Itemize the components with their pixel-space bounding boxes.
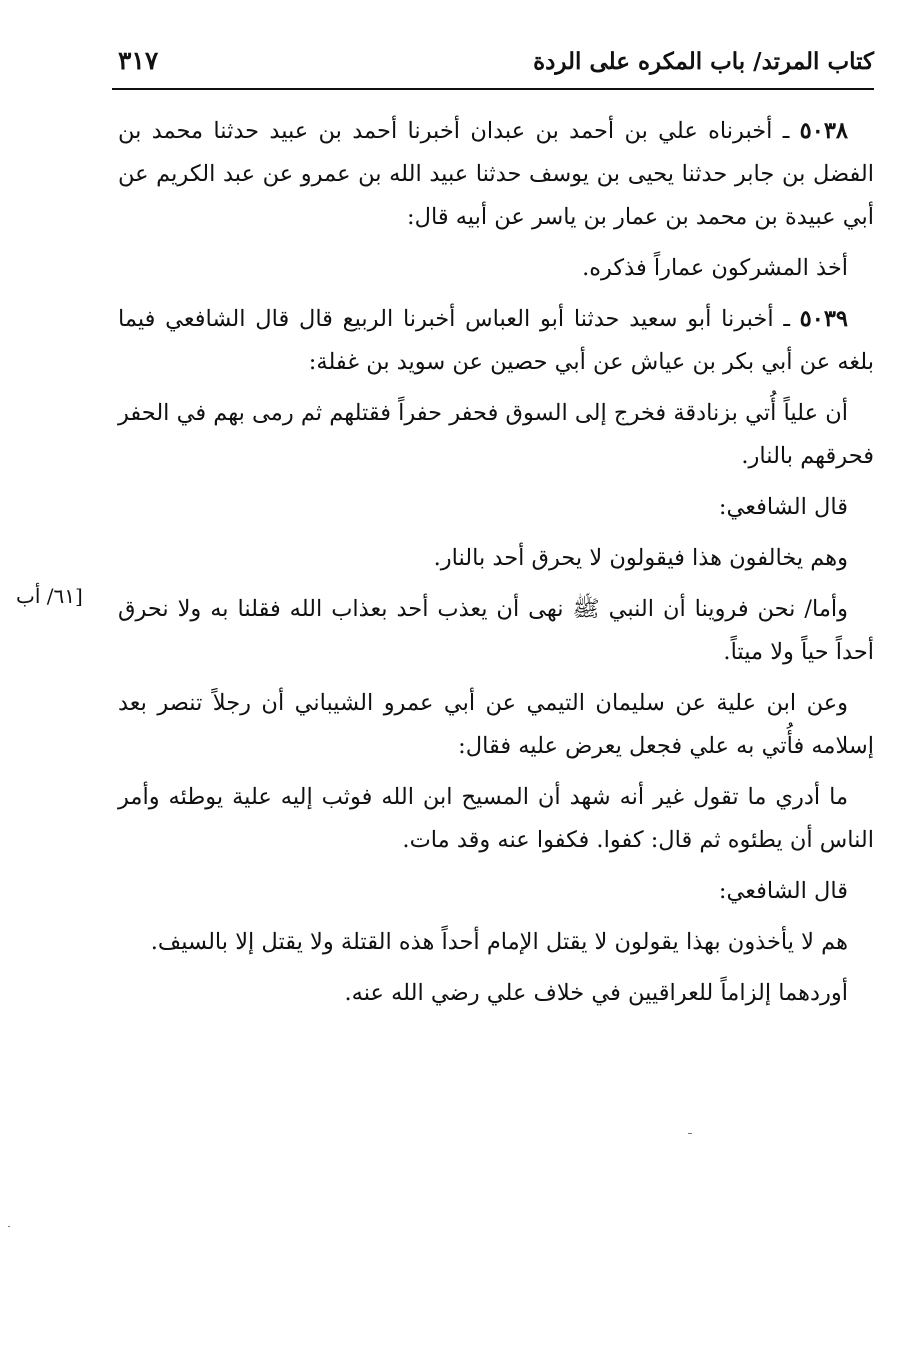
- hadith-number: ٥٠٣٩: [799, 306, 848, 332]
- paragraph: وأما/ نحن فروينا أن النبي ﷺ نهى أن يعذب أحد بعذاب الله فقلنا به ولا نحرق أحداً حياً ولا ميتاً.: [118, 596, 874, 665]
- paragraph: قال الشافعي:: [718, 878, 848, 904]
- paragraph: أوردهما إلزاماً للعراقيين في خلاف علي رضي الله عنه.: [344, 980, 848, 1006]
- paragraph: ما أدري ما تقول غير أنه شهد أن المسيح ابن الله فوثب إليه علية يوطئه وأمر الناس أن يطئوه ثم قال: كفوا. فكفوا عنه وقد مات.: [118, 784, 874, 853]
- paragraph: وهم يخالفون هذا فيقولون لا يحرق أحد بالنار.: [433, 545, 848, 571]
- paragraph: أخذ المشركون عماراً فذكره.: [582, 255, 848, 281]
- margin-reference: [٦١/ أب: [16, 584, 83, 608]
- hadith-paragraph-5038: [118, 110, 874, 239]
- scan-speck: [688, 1133, 692, 1134]
- running-header: [112, 42, 874, 90]
- body-text: [118, 110, 874, 1023]
- paragraph: هم لا يأخذون بهذا يقولون لا يقتل الإمام أحداً هذه القتلة ولا يقتل إلا بالسيف.: [150, 929, 848, 955]
- page-number: ٣١٧: [118, 46, 159, 75]
- paragraph: قال الشافعي:: [718, 494, 848, 520]
- scan-speck: [8, 1226, 10, 1227]
- hadith-number: ٥٠٣٨: [799, 118, 848, 144]
- paragraph-text: ـ أخبرنا أبو سعيد حدثنا أبو العباس أخبرنا الربيع قال قال الشافعي فيما بلغه عن أبي بكر بن عياش عن أبي حصين عن سويد بن غفلة:: [118, 306, 874, 375]
- paragraph: أن علياً أُتي بزنادقة فخرج إلى السوق فحفر حفراً فقتلهم ثم رمى بهم في الحفر فحرقهم بالنار.: [118, 400, 874, 469]
- header-title: كتاب المرتد/ باب المكره على الردة: [533, 48, 874, 75]
- paragraph: وعن ابن علية عن سليمان التيمي عن أبي عمرو الشيباني أن رجلاً تنصر بعد إسلامه فأُتي به علي فجعل يعرض عليه فقال:: [118, 690, 874, 759]
- paragraph-text: ـ أخبرناه علي بن أحمد بن عبدان أخبرنا أحمد بن عبيد حدثنا محمد بن الفضل بن جابر حدثنا يحيى بن يوسف حدثنا عبيد الله بن عمرو عن عبد الكريم عن أبي عبيدة بن محمد بن عمار بن ياسر عن أبيه قال:: [118, 118, 874, 230]
- hadith-paragraph-5039: [118, 298, 874, 384]
